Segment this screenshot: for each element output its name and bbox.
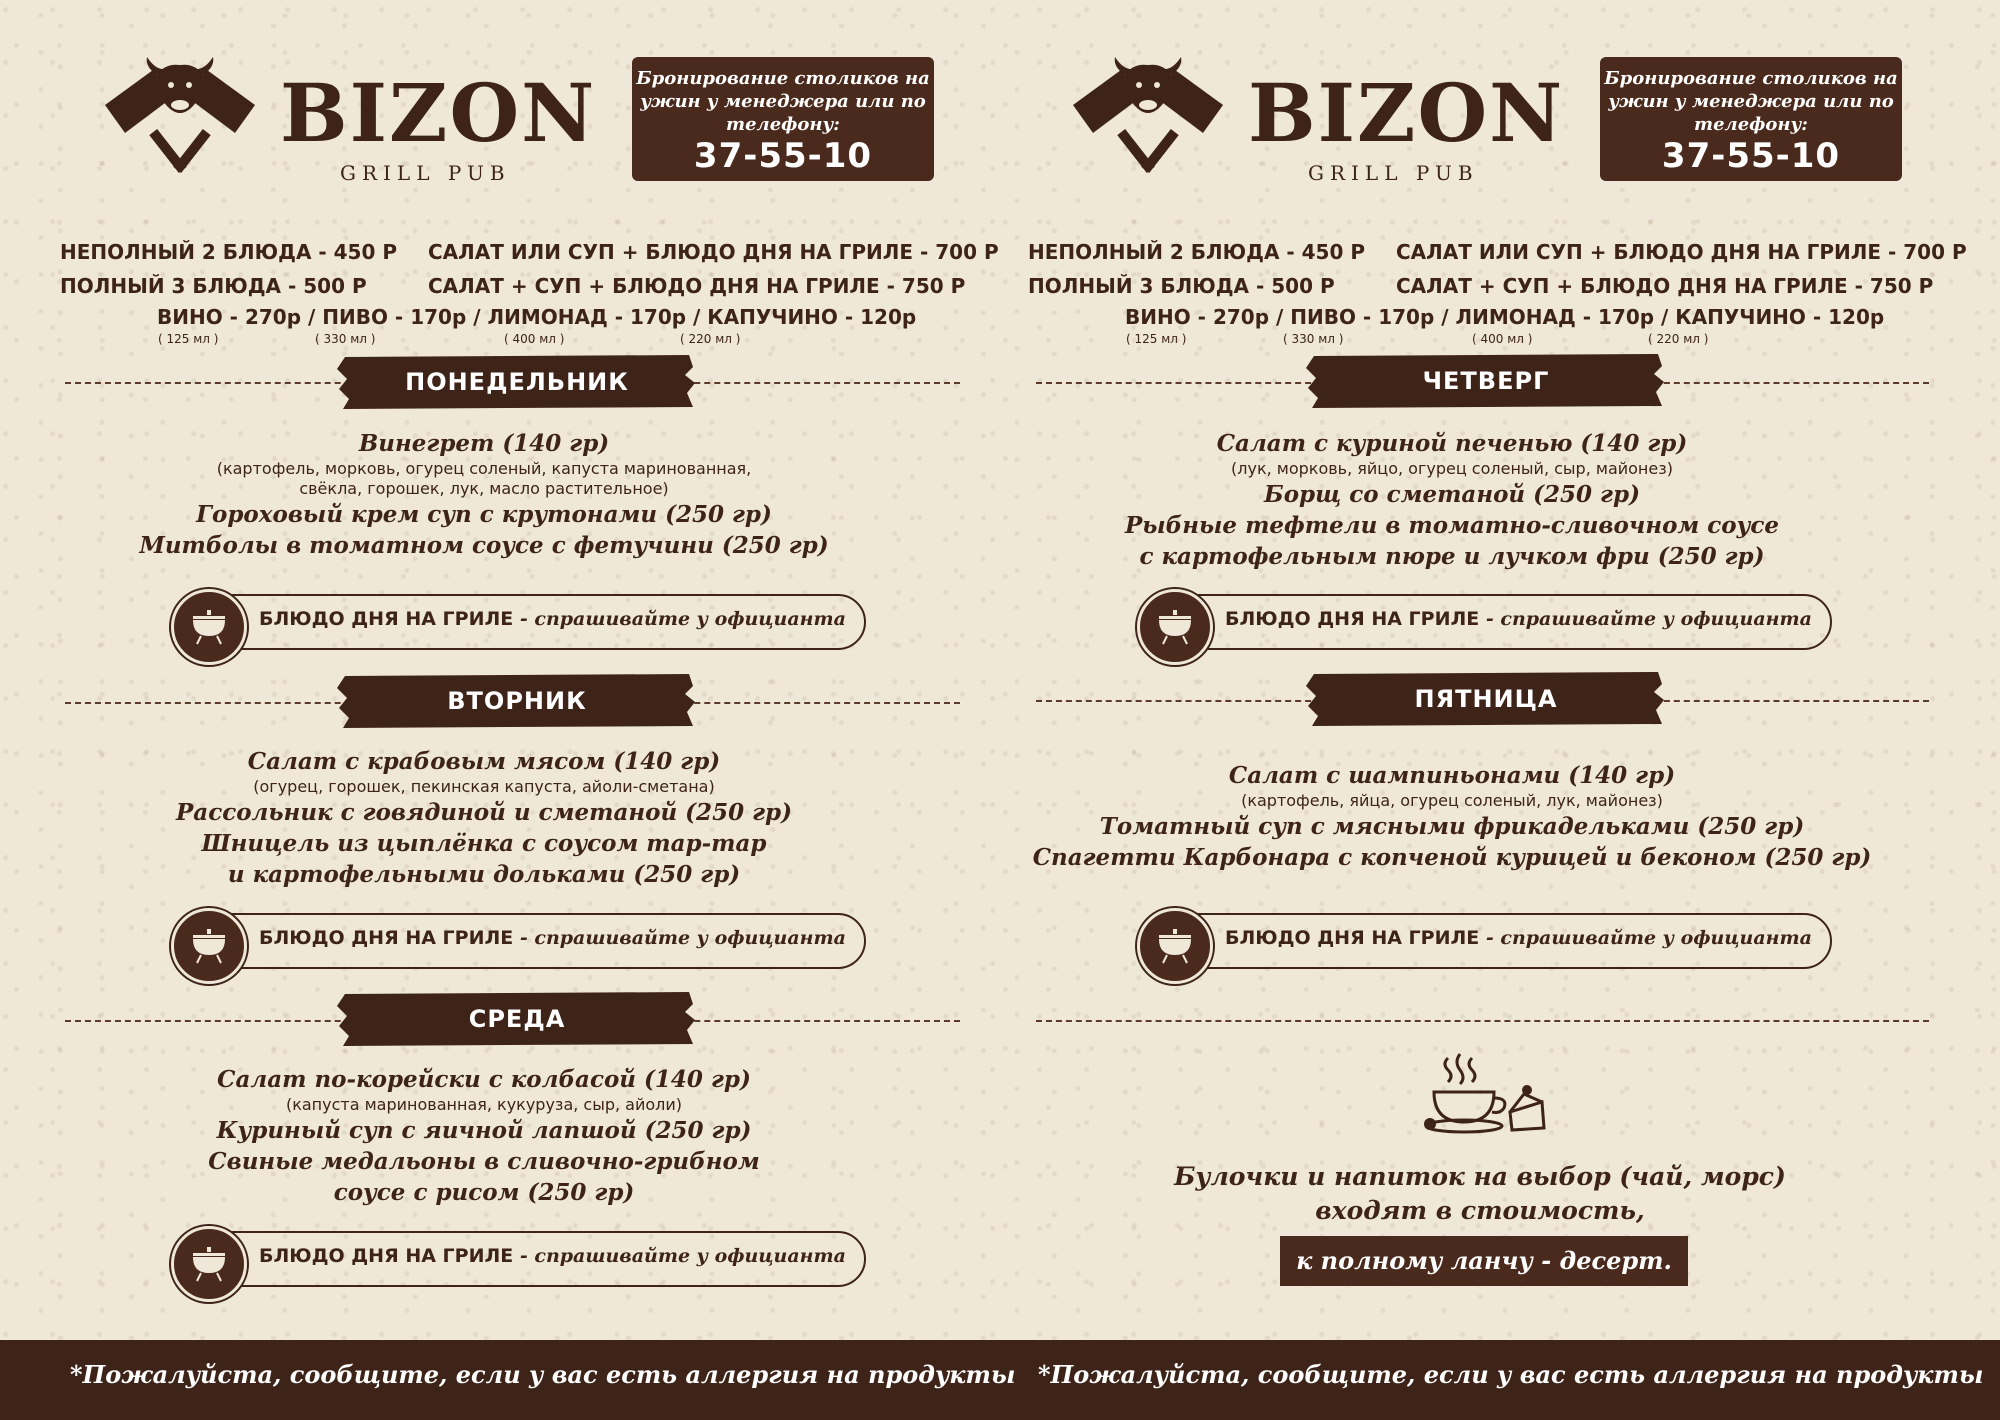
bull-cleavers-logo-icon: [95, 55, 265, 185]
grill-icon: [189, 1243, 229, 1283]
dishes-monday: [44, 428, 924, 561]
vol-lemonade: ( 400 мл ): [1472, 332, 1533, 346]
grill-pill: [172, 913, 866, 969]
booking-phone: 37-55-10: [693, 136, 873, 176]
grill-ask: - спрашивайте у официанта: [1485, 608, 1812, 630]
booking-box: [1600, 57, 1902, 181]
coffee-cake-icon: [1420, 1050, 1550, 1135]
booking-text: Бронирование столиков на ужин у менеджера или по телефону:: [636, 68, 930, 135]
grill-icon: [1155, 925, 1195, 965]
price-combo1: САЛАТ ИЛИ СУП + БЛЮДО ДНЯ НА ГРИЛЕ - 700 Р: [428, 240, 999, 264]
menu-panel-right: [968, 0, 1967, 1340]
dish: Шницель из цыплёнка с соусом тар-тар: [201, 830, 767, 857]
dish: Томатный суп с мясными фрикадельками (250 гр): [1099, 813, 1805, 840]
dessert-highlight: к полному ланчу - десерт.: [1280, 1236, 1688, 1286]
grill-pill: [1138, 594, 1832, 650]
dish: Борщ со сметаной (250 гр): [1264, 481, 1640, 508]
price-full: ПОЛНЫЙ 3 БЛЮДА - 500 Р: [60, 274, 367, 298]
allergy-note-left: *Пожалуйста, сообщите, если у вас есть аллергия на продукты: [70, 1360, 1016, 1389]
dish: с картофельным пюре и лучком фри (250 гр): [1139, 543, 1765, 570]
vol-cappuccino: ( 220 мл ): [1648, 332, 1709, 346]
price-partial: НЕПОЛНЫЙ 2 БЛЮДА - 450 Р: [60, 240, 398, 264]
dish: Салат с крабовым мясом (140 гр): [247, 748, 721, 775]
grill-ask: - спрашивайте у официанта: [519, 927, 846, 949]
grill-icon-wrap: [171, 1226, 247, 1302]
dessert-line1: Булочки и напиток на выбор (чай, морс): [1174, 1162, 1786, 1191]
price-combo1: САЛАТ ИЛИ СУП + БЛЮДО ДНЯ НА ГРИЛЕ - 700 Р: [1396, 240, 1967, 264]
booking-box: [632, 57, 934, 181]
day-name-tuesday: ВТОРНИК: [447, 687, 587, 715]
dishes-wednesday: [44, 1064, 924, 1208]
grill-icon-wrap: [171, 908, 247, 984]
vol-wine: ( 125 мл ): [1126, 332, 1187, 346]
grill-label: БЛЮДО ДНЯ НА ГРИЛЕ: [1225, 927, 1480, 949]
day-name-thursday: ЧЕТВЕРГ: [1422, 367, 1550, 395]
dish: Рассольник с говядиной и сметаной (250 гр): [176, 799, 792, 826]
grill-label: БЛЮДО ДНЯ НА ГРИЛЕ: [259, 1245, 514, 1267]
price-partial: НЕПОЛНЫЙ 2 БЛЮДА - 450 Р: [1028, 240, 1366, 264]
drinks-prices: ВИНО - 270р / ПИВО - 170р / ЛИМОНАД - 170р / КАПУЧИНО - 120р: [1125, 305, 1885, 329]
grill-icon-wrap: [1137, 589, 1213, 665]
grill-icon-wrap: [171, 589, 247, 665]
dishes-thursday: [1012, 428, 1892, 572]
vol-cappuccino: ( 220 мл ): [680, 332, 741, 346]
dishes-tuesday: [44, 746, 924, 890]
divider: [1036, 1020, 1929, 1022]
grill-ask: - спрашивайте у официанта: [519, 1245, 846, 1267]
dessert-line2: входят в стоимость,: [1315, 1196, 1645, 1225]
brand-logo: [1063, 55, 1565, 190]
vol-beer: ( 330 мл ): [315, 332, 376, 346]
price-combo2: САЛАТ + СУП + БЛЮДО ДНЯ НА ГРИЛЕ - 750 Р: [1396, 274, 1934, 298]
dish: Митболы в томатном соусе с фетучини (250 гр): [139, 532, 829, 559]
dish: и картофельными дольками (250 гр): [227, 861, 741, 888]
brand-logo: [95, 55, 597, 190]
vol-beer: ( 330 мл ): [1283, 332, 1344, 346]
dish: Гороховый крем суп с крутонами (250 гр): [196, 501, 772, 528]
price-full: ПОЛНЫЙ 3 БЛЮДА - 500 Р: [1028, 274, 1335, 298]
dish: Свиные медальоны в сливочно-грибном: [208, 1148, 760, 1175]
dish: Винегрет (140 гр): [358, 430, 610, 457]
grill-label: БЛЮДО ДНЯ НА ГРИЛЕ: [1225, 608, 1480, 630]
booking-phone: 37-55-10: [1661, 136, 1841, 176]
dish-note: (картофель, морковь, огурец соленый, капуста маринованная, свёкла, горошек, лук, масло растительное): [216, 459, 752, 498]
dish-note: (лук, морковь, яйцо, огурец соленый, сыр, майонез): [1231, 459, 1673, 478]
dish: соусе с рисом (250 гр): [333, 1179, 635, 1206]
dish: Спагетти Карбонара с копченой курицей и беконом (250 гр): [1032, 844, 1872, 871]
brand-subtitle: GRILL PUB: [1308, 161, 1479, 185]
dish-note: (огурец, горошек, пекинская капуста, айоли-сметана): [253, 777, 715, 796]
dish: Салат с шампиньонами (140 гр): [1228, 762, 1676, 789]
day-banner-friday: [1306, 670, 1666, 728]
dessert-text: [1140, 1160, 1820, 1228]
allergy-note-right: *Пожалуйста, сообщите, если у вас есть аллергия на продукты: [1038, 1360, 1984, 1389]
grill-icon: [1155, 606, 1195, 646]
day-banner-monday: [337, 353, 697, 411]
grill-ask: - спрашивайте у официанта: [519, 608, 846, 630]
day-banner-wednesday: [337, 990, 697, 1048]
grill-icon: [189, 606, 229, 646]
day-banner-tuesday: [337, 672, 697, 730]
grill-label: БЛЮДО ДНЯ НА ГРИЛЕ: [259, 608, 514, 630]
day-name-monday: ПОНЕДЕЛЬНИК: [405, 368, 629, 396]
dish-note: (капуста маринованная, кукуруза, сыр, айоли): [285, 1095, 683, 1114]
menu-panel-left: [0, 0, 999, 1340]
vol-wine: ( 125 мл ): [158, 332, 219, 346]
dishes-friday: [1012, 760, 1892, 873]
vol-lemonade: ( 400 мл ): [504, 332, 565, 346]
grill-pill: [172, 1231, 866, 1287]
grill-label: БЛЮДО ДНЯ НА ГРИЛЕ: [259, 927, 514, 949]
day-banner-thursday: [1306, 352, 1666, 410]
grill-icon: [189, 925, 229, 965]
day-name-wednesday: СРЕДА: [468, 1005, 566, 1033]
grill-ask: - спрашивайте у официанта: [1485, 927, 1812, 949]
day-name-friday: ПЯТНИЦА: [1414, 685, 1558, 713]
grill-icon-wrap: [1137, 908, 1213, 984]
bull-cleavers-logo-icon: [1063, 55, 1233, 185]
allergy-footer: [0, 1340, 2000, 1420]
dish: Куриный суп с яичной лапшой (250 гр): [216, 1117, 752, 1144]
drinks-prices: ВИНО - 270р / ПИВО - 170р / ЛИМОНАД - 170р / КАПУЧИНО - 120р: [157, 305, 917, 329]
dish: Салат с куриной печенью (140 гр): [1216, 430, 1688, 457]
dish: Салат по-корейски с колбасой (140 гр): [217, 1066, 751, 1093]
price-combo2: САЛАТ + СУП + БЛЮДО ДНЯ НА ГРИЛЕ - 750 Р: [428, 274, 966, 298]
brand-name: BIZON: [1248, 66, 1565, 160]
booking-text: Бронирование столиков на ужин у менеджера или по телефону:: [1604, 68, 1898, 135]
dish-note: (картофель, яйца, огурец соленый, лук, майонез): [1241, 791, 1663, 810]
grill-pill: [172, 594, 866, 650]
brand-name: BIZON: [280, 66, 597, 160]
brand-subtitle: GRILL PUB: [340, 161, 511, 185]
dish: Рыбные тефтели в томатно-сливочном соусе: [1124, 512, 1780, 539]
grill-pill: [1138, 913, 1832, 969]
